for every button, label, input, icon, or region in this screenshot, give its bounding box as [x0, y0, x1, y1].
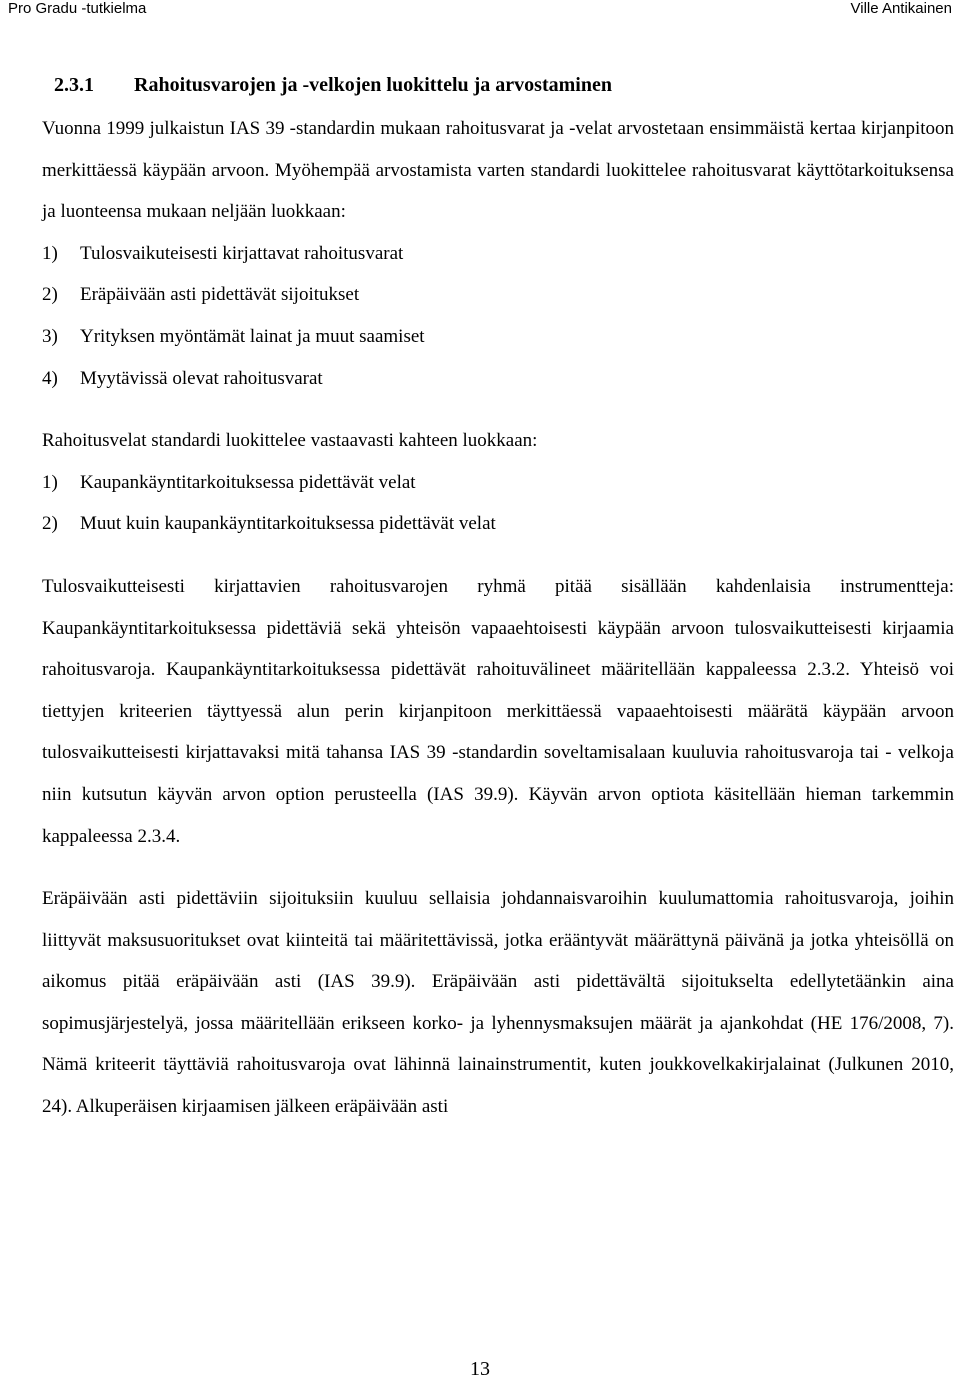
section-title: Rahoitusvarojen ja -velkojen luokittelu ja arvostaminen — [134, 74, 612, 96]
page-header — [0, 0, 960, 24]
author-name: Ville Antikainen — [850, 0, 952, 17]
list-item: 3) Yrityksen myöntämät lainat ja muut saamiset — [42, 325, 425, 347]
paragraph-fvtpl: Tulosvaikutteisesti kirjattavien rahoitusvarojen ryhmä pitää sisällään kahdenlaisia instrumentteja: Kaupankäyntitarkoituksessa pidettäviä sekä yhteisön vapaaehtoisesti käypään arvoon tulosvaikutteisesti kirjaamia rahoitusvaroja. Kaupankäyntitarkoituksessa pidettävät rahoituvälineet määritellään kappaleessa 2.3.2. Yhteisö voi tiettyjen kriteerien täyttyessä alun perin kirjanpitoon merkittäessä vapaaehtoisesti määrätä käypään arvoon tulosvaikutteisesti kirjattavaksi mitä tahansa IAS 39 -standardin soveltamisalaan kuuluvia rahoitusvaroja tai - velkoja niin kutsutun käyvän arvon option perusteella (IAS 39.9). Käyvän arvon optiota käsitellään hieman tarkemmin kappaleessa 2.3.4. — [42, 575, 954, 847]
section-heading — [42, 68, 954, 102]
paragraph-liabilities-intro: Rahoitusvelat standardi luokittelee vastaavasti kahteen luokkaan: — [42, 430, 538, 452]
list-item: 4) Myytävissä olevat rahoitusvarat — [42, 367, 323, 389]
document-title: Pro Gradu -tutkielma — [8, 0, 147, 17]
list-item: 2) Muut kuin kaupankäyntitarkoituksessa pidettävät velat — [42, 513, 496, 535]
asset-category-list — [42, 233, 954, 399]
paragraph-htm: Eräpäivään asti pidettäviin sijoituksiin kuuluu sellaisia johdannaisvaroihin kuulumattomia rahoitusvaroja, joihin liittyvät maksusuoritukset ovat kiinteitä tai määritettävissä, jotka erääntyvät määrättynä päivänä ja jotka yhteisöllä on aikomus pitää eräpäivään asti (IAS 39.9). Eräpäivään asti pidettävältä sijoitukselta edellytetäänkin aina sopimusjärjestelyä, jossa määritellään erikseen korko- ja lyhennysmaksujen määrät ja ajankohdat (HE 176/2008, 7). Nämä kriteerit täyttäviä rahoitusvaroja ovat lähinnä lainainstrumentit, kuten joukkovelkakirjalainat (Julkunen 2010, 24). Alkuperäisen kirjaamisen jälkeen eräpäivään asti — [42, 888, 954, 1118]
liability-category-list — [42, 462, 954, 545]
list-item: 2) Eräpäivään asti pidettävät sijoitukset — [42, 284, 360, 306]
page-number: 13 — [470, 1358, 490, 1380]
section-number: 2.3.1 — [54, 74, 94, 96]
paragraph-intro: Vuonna 1999 julkaistun IAS 39 -standardin mukaan rahoitusvarat ja -velat arvostetaan ensimmäistä kertaa kirjanpitoon merkittäessä käypään arvoon. Myöhempää arvostamista varten standardi luokittelee rahoitusvarat käyttötarkoituksensa ja luonteensa mukaan neljään luokkaan: — [42, 118, 954, 223]
list-item: 1) Tulosvaikuteisesti kirjattavat rahoitusvarat — [42, 242, 404, 264]
page-body — [42, 68, 954, 1128]
list-item: 1) Kaupankäyntitarkoituksessa pidettävät velat — [42, 471, 416, 493]
